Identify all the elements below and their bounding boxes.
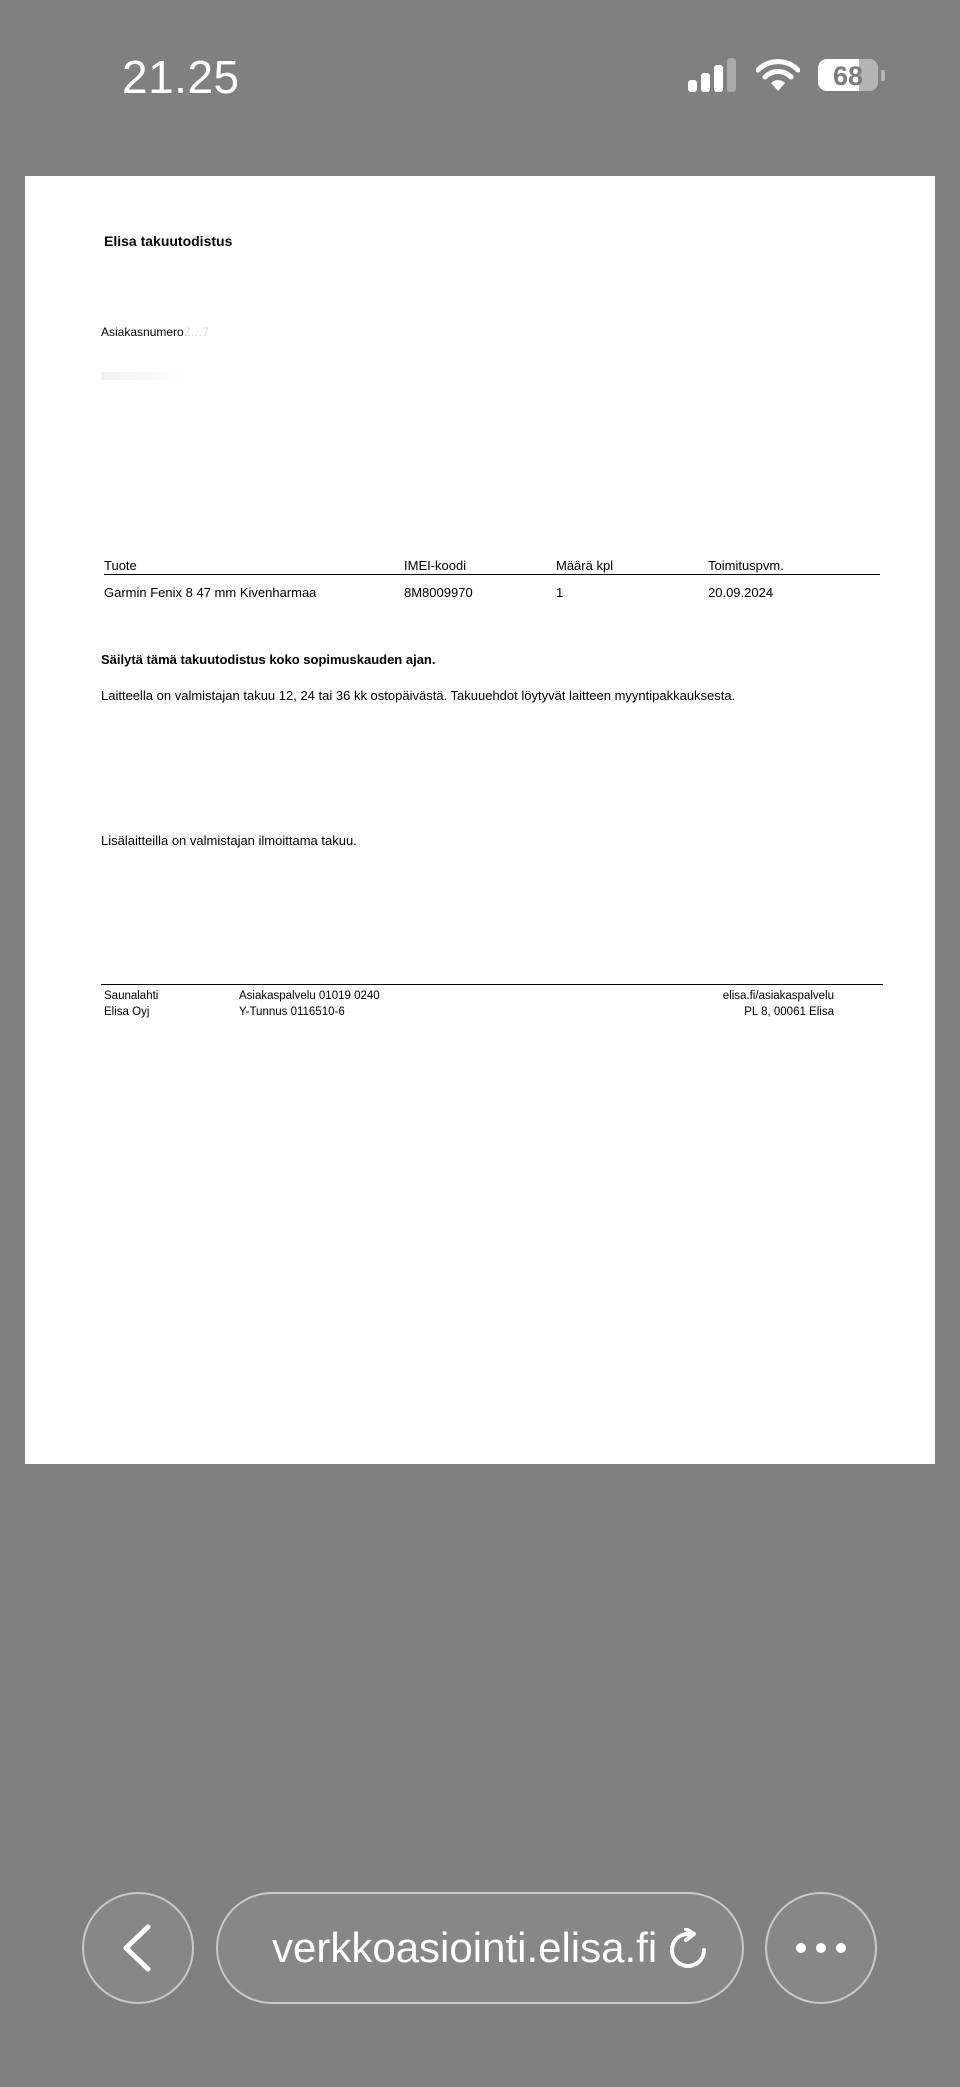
customer-number-value: 2…7	[183, 325, 210, 339]
more-button[interactable]	[765, 1892, 877, 2004]
signal-icon	[688, 58, 736, 92]
footer-postal: PL 8, 00061 Elisa	[744, 1006, 834, 1018]
warranty-document	[25, 176, 935, 1464]
table-row	[104, 581, 880, 601]
cell-delivery-date: 20.09.2024	[708, 585, 774, 600]
warranty-text: Laitteella on valmistajan takuu 12, 24 tai 36 kk ostopäivästä. Takuuehdot löytyvät laitteen myyntipakkauksesta.	[101, 688, 736, 703]
address-bar[interactable]	[216, 1892, 744, 2004]
cell-product: Garmin Fenix 8 47 mm Kivenharmaa	[104, 585, 317, 600]
more-dots-icon	[796, 1943, 846, 1953]
footer-web: elisa.fi/asiakaspalvelu	[722, 990, 834, 1002]
battery-icon	[818, 59, 878, 91]
footer-business-id: Y-Tunnus 0116510-6	[239, 1006, 345, 1018]
accessory-text: Lisälaitteilla on valmistajan ilmoittama takuu.	[101, 833, 357, 848]
footer-company-name: Elisa Oyj	[104, 1006, 150, 1018]
cell-quantity: 1	[556, 585, 564, 600]
footer-company	[104, 988, 158, 1020]
footer-divider	[101, 984, 883, 985]
status-icons	[688, 58, 885, 92]
redacted-line	[101, 372, 191, 380]
product-table	[104, 554, 880, 601]
document-title: Elisa takuutodistus	[104, 233, 233, 249]
footer-phone: Asiakaspalvelu 01019 0240	[239, 990, 380, 1002]
customer-number-label: Asiakasnumero	[101, 325, 184, 339]
battery-percentage: 68	[832, 61, 864, 91]
back-chevron-icon	[118, 1923, 158, 1973]
wifi-icon	[756, 58, 800, 92]
footer-address	[723, 988, 834, 1020]
customer-number	[101, 325, 209, 339]
url-text: verkkoasiointi.elisa.fi	[272, 1924, 658, 1971]
keep-note: Säilytä tämä takuutodistus koko sopimuskauden ajan.	[101, 652, 436, 667]
header-imei: IMEI-koodi	[404, 558, 467, 573]
status-time: 21.25	[122, 51, 240, 103]
cell-imei: 8M8009970	[404, 585, 473, 600]
header-product: Tuote	[104, 558, 137, 573]
footer-contact	[239, 988, 380, 1020]
reload-icon[interactable]	[666, 1928, 710, 1972]
footer-brand: Saunalahti	[104, 990, 159, 1002]
header-delivery-date: Toimituspvm.	[708, 558, 784, 573]
table-header	[104, 554, 880, 575]
header-quantity: Määrä kpl	[556, 558, 614, 573]
battery-tip	[881, 70, 885, 81]
back-button[interactable]	[82, 1892, 194, 2004]
